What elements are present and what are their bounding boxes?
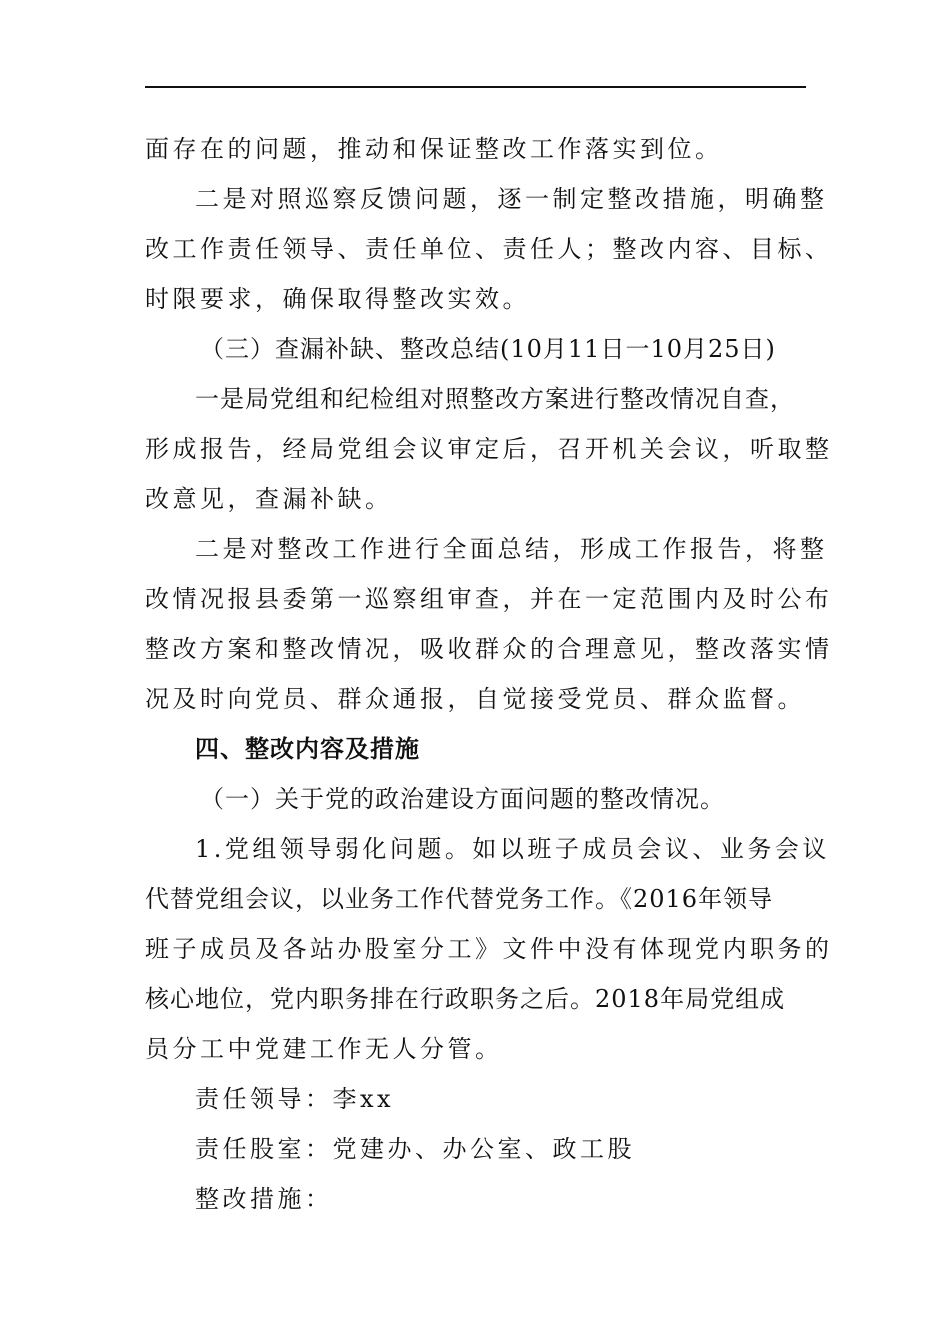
paragraph-line: 况及时向党员、群众通报，自觉接受党员、群众监督。 bbox=[145, 685, 805, 713]
paragraph-line: 二是对照巡察反馈问题，逐一制定整改措施，明确整 bbox=[195, 185, 828, 213]
paragraph-line: 代替党组会议，以业务工作代替党务工作。《2016年领导 bbox=[145, 885, 774, 913]
paragraph-line: 核心地位，党内职务排在行政职务之后。2018年局党组成 bbox=[145, 985, 786, 1013]
rectification-measures-label: 整改措施： bbox=[195, 1185, 333, 1213]
paragraph-line: 一是局党组和纪检组对照整改方案进行整改情况自查， bbox=[195, 385, 795, 413]
paragraph-line: 班子成员及各站办股室分工》文件中没有体现党内职务的 bbox=[145, 935, 833, 963]
paragraph-line: 1.党组领导弱化问题。如以班子成员会议、业务会议 bbox=[195, 835, 830, 863]
header-rule bbox=[145, 86, 806, 88]
section-subheading: （一）关于党的政治建设方面问题的整改情况。 bbox=[200, 785, 725, 813]
paragraph-line: 改意见，查漏补缺。 bbox=[145, 485, 393, 513]
document-body bbox=[145, 124, 833, 1224]
paragraph-line: 改工作责任领导、责任单位、责任人；整改内容、目标、 bbox=[145, 235, 833, 263]
responsible-office: 责任股室：党建办、办公室、政工股 bbox=[195, 1135, 635, 1163]
paragraph-line: 形成报告，经局党组会议审定后，召开机关会议，听取整 bbox=[145, 435, 833, 463]
paragraph-line: 整改方案和整改情况，吸收群众的合理意见，整改落实情 bbox=[145, 635, 833, 663]
section-heading: 四、整改内容及措施 bbox=[195, 735, 420, 763]
paragraph-line: 时限要求，确保取得整改实效。 bbox=[145, 285, 530, 313]
paragraph-line: 员分工中党建工作无人分管。 bbox=[145, 1035, 503, 1063]
paragraph-line: 二是对整改工作进行全面总结，形成工作报告，将整 bbox=[195, 535, 828, 563]
paragraph-line: 改情况报县委第一巡察组审查，并在一定范围内及时公布 bbox=[145, 585, 833, 613]
responsible-leader: 责任领导：李xx bbox=[195, 1085, 395, 1113]
paragraph-line: 面存在的问题，推动和保证整改工作落实到位。 bbox=[145, 135, 723, 163]
section-subheading: （三）查漏补缺、整改总结(10月11日一10月25日) bbox=[200, 335, 776, 363]
